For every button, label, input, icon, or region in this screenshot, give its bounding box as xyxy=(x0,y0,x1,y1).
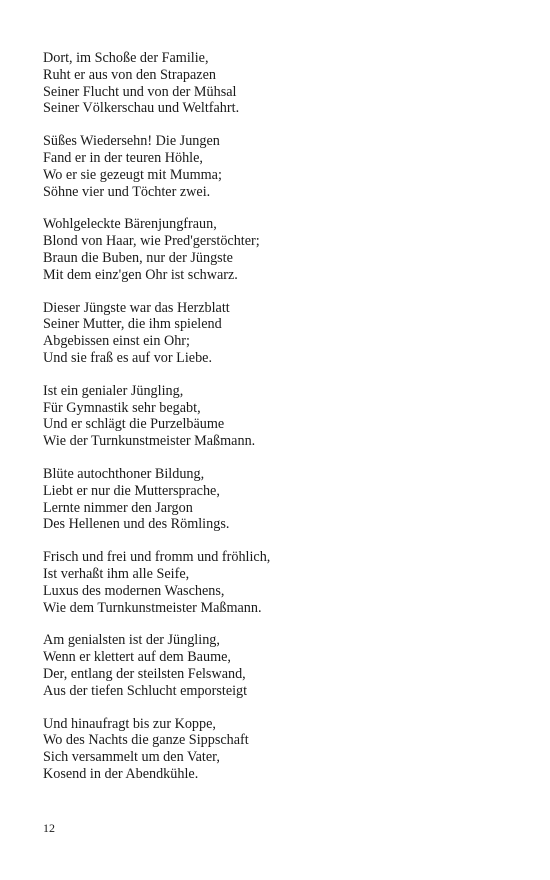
verse-line: Dort, im Schoße der Familie, xyxy=(43,50,209,66)
verse-line: Fand er in der teuren Höhle, xyxy=(43,149,203,166)
stanza-5 xyxy=(43,383,523,450)
verse-line: Und er schlägt die Purzelbäume xyxy=(43,416,225,433)
verse-line: Luxus des modernen Waschens, xyxy=(43,582,225,599)
stanza-3 xyxy=(43,216,523,283)
verse-line: Seiner Völkerschau und Weltfahrt. xyxy=(43,100,240,117)
verse-line: Des Hellenen und des Römlings. xyxy=(43,516,230,533)
verse-line: Süßes Wiedersehn! Die Jungen xyxy=(43,133,220,150)
verse-line: Blond von Haar, wie Pred'gerstöchter; xyxy=(43,233,260,250)
verse-line: Wenn er klettert auf dem Baume, xyxy=(43,649,231,666)
stanza-8 xyxy=(43,632,523,699)
poem-body xyxy=(43,50,523,799)
verse-line: Wo er sie gezeugt mit Mumma; xyxy=(43,166,222,183)
verse-line: Seiner Mutter, die ihm spielend xyxy=(43,316,222,333)
verse-line: Wo des Nachts die ganze Sippschaft xyxy=(43,732,249,749)
verse-line: Liebt er nur die Muttersprache, xyxy=(43,482,220,499)
verse-line: Kosend in der Abendkühle. xyxy=(43,765,199,782)
verse-line: Und hinaufragt bis zur Koppe, xyxy=(43,715,216,732)
verse-line: Söhne vier und Töchter zwei. xyxy=(43,183,211,200)
verse-line: Dieser Jüngste war das Herzblatt xyxy=(43,299,230,316)
stanza-2 xyxy=(43,133,523,200)
verse-line: Wie der Turnkunstmeister Maßmann. xyxy=(43,433,256,450)
verse-line: Der, entlang der steilsten Felswand, xyxy=(43,665,246,682)
verse-line: Und sie fraß es auf vor Liebe. xyxy=(43,349,213,366)
verse-line: Braun die Buben, nur der Jüngste xyxy=(43,249,233,266)
verse-line: Seiner Flucht und von der Mühsal xyxy=(43,83,237,100)
verse-line: Abgebissen einst ein Ohr; xyxy=(43,333,190,350)
verse-line: Frisch und frei und fromm und fröhlich, xyxy=(43,549,271,566)
verse-line: Ruht er aus von den Strapazen xyxy=(43,66,216,83)
verse-line: Mit dem einz'gen Ohr ist schwarz. xyxy=(43,266,238,283)
stanza-9 xyxy=(43,716,523,783)
verse-line: Für Gymnastik sehr begabt, xyxy=(43,399,201,416)
verse-line: Blüte autochthoner Bildung, xyxy=(43,465,205,482)
verse-line: Ist ein genialer Jüngling, xyxy=(43,382,184,399)
stanza-4 xyxy=(43,300,523,367)
verse-line: Sich versammelt um den Vater, xyxy=(43,749,220,766)
stanza-7 xyxy=(43,549,523,616)
page-number: 12 xyxy=(43,821,55,835)
stanza-1 xyxy=(43,50,523,117)
verse-line: Wie dem Turnkunstmeister Maßmann. xyxy=(43,599,262,616)
verse-line: Aus der tiefen Schlucht emporsteigt xyxy=(43,682,248,699)
verse-line: Ist verhaßt ihm alle Seife, xyxy=(43,565,190,582)
verse-line: Am genialsten ist der Jüngling, xyxy=(43,632,220,649)
stanza-6 xyxy=(43,466,523,533)
verse-line: Lernte nimmer den Jargon xyxy=(43,499,193,516)
verse-line: Wohlgeleckte Bärenjungfraun, xyxy=(43,216,217,233)
